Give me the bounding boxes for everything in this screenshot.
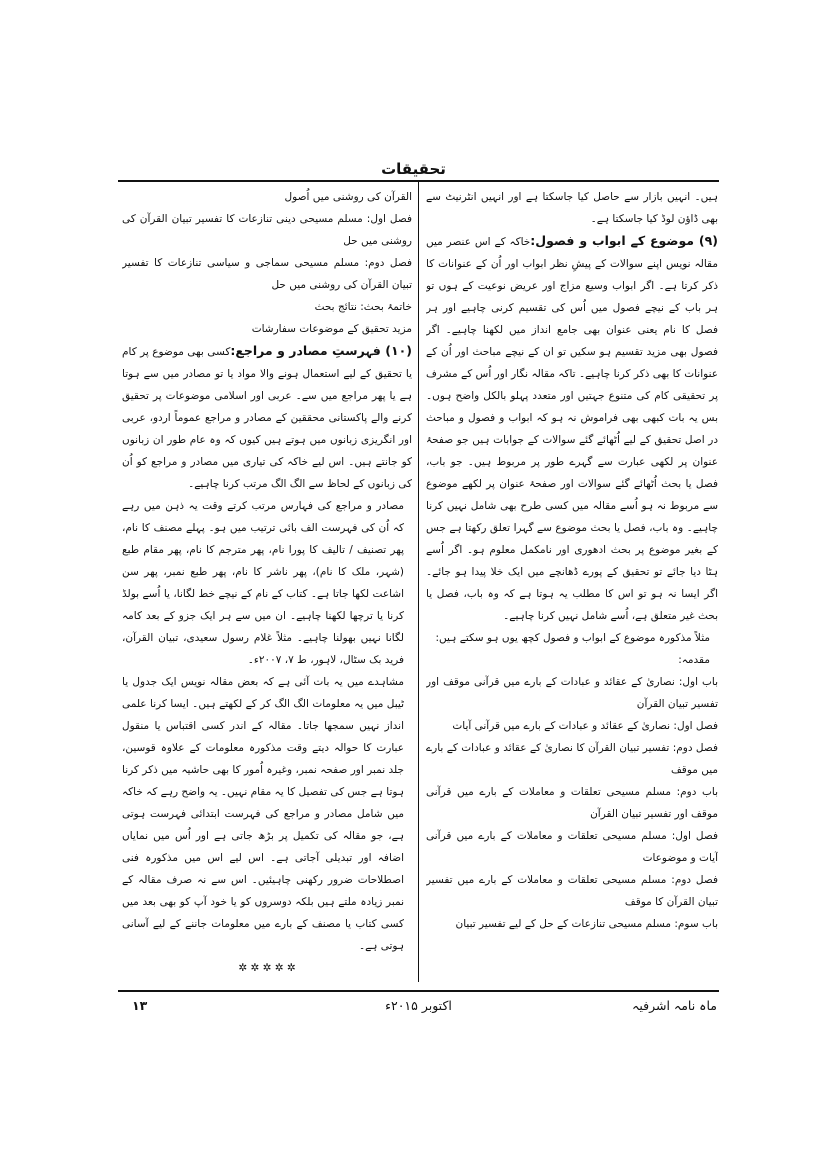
paragraph [122,495,412,671]
paragraph: باب اول: نصاریٰ کے عقائد و عبادات کے بارے میں قرآنی موقف اور تفسیر تبیان القرآن [426,676,718,710]
section-heading: (۹) موضوع کے ابواب و فصول: [530,233,718,248]
paragraph: فصل دوم: مسلم مسیحی تعلقات و معاملات کے بارے میں تفسیر تبیان القرآن کا موقف [426,874,718,908]
footer-rule [118,990,719,992]
page-footer [118,996,719,1018]
paragraph: خاتمۂ بحث: نتائج بحث [314,301,412,313]
paragraph [426,627,718,649]
paragraph [426,230,718,627]
paragraph-text: مقدمہ: [678,654,710,666]
paragraph-text: مثلاً مذکورہ موضوع کے ابواب و فصول کچھ یوں ہو سکتے ہیں: [435,632,710,644]
left-column [122,186,412,984]
column-divider [418,182,419,982]
section-heading: (۱۰) فہرستِ مصادر و مراجع: [230,343,412,358]
issue-date: اکتوبر ۲۰۱۵ء [385,998,452,1013]
paragraph: القرآن کی روشنی میں اُصول [284,191,412,203]
paragraph [122,957,412,979]
paragraph: فصل اول: مسلم مسیحی دینی تنازعات کا تفسیر تبیان القرآن کی روشنی میں حل [122,213,412,247]
paragraph-text: ✲ ✲ ✲ ✲ ✲ [238,962,296,974]
paragraph-text: خاکہ کے اس عنصر میں مقالہ نویس اپنے سوالات کے پیشِ نظر ابواب اور اُن کے عنوانات کا ذکر کرتا ہے۔ اگر ابواب وسیع مزاج اور عریض نوعیت کے ہوں تو ہر باب کے نیچے فصول میں اُس کی تقسیم کرنی چاہیے اور ہر فصل کا نام یعنی عنوان بھی جامع انداز میں لکھنا چاہیے۔ اگر فصول بھی مزید تقسیم ہو سکیں تو ان کے نیچے مباحث اور اُن کے عنوانات کا بھی ذکر کرنا چاہیے۔ تاکہ مقالہ نگار اور اُس کے مشرف پر تحقیقی کام کی متنوع جہتیں اور متعدد پہلو بالکل واضح ہوں۔ بس یہ بات کبھی بھی فراموش نہ ہو کہ ابواب و فصول و مباحث در اصل تحقیق کے لیے اُٹھائے گئے سوالات کے جوابات ہیں جو صفحۂ عنوان پر لکھی عبارت سے گہرے طور پر مربوط ہیں۔ جو باب، فصل یا بحث اُٹھائے گئے سوالات اور صفحۂ عنوان پر لکھے موضوع سے مربوط نہ ہو اُسے مقالہ میں کسی طرح بھی شامل نہیں کرنا چاہیے۔ وہ باب، فصل یا بحث موضوع سے گہرا تعلق رکھتا ہے جس کے بغیر موضوع پر بحث ادھوری اور نامکمل معلوم ہو۔ اگر اُسے ہٹا دیا جائے تو تحقیق کے پورے ڈھانچے میں ایک خلا پیدا ہو جائے۔ اگر ایسا نہ ہو تو اس کا مطلب یہ ہوتا ہے کہ وہ باب، فصل یا بحث غیر متعلق ہے، اُسے شامل نہیں کرنا چاہیے۔ [426,236,718,622]
paragraph [122,671,412,957]
magazine-name: ماہ نامہ اشرفیہ [632,998,717,1013]
right-column [426,186,718,984]
paragraph: فصل دوم: مسلم مسیحی سماجی و سیاسی تنازعات کا تفسیر تبیان القرآن کی روشنی میں حل [122,257,412,291]
paragraph: باب دوم: مسلم مسیحی تعلقات و معاملات کے بارے میں قرآنی موقف اور تفسیر تبیان القرآن [426,786,718,820]
paragraph-text: کسی بھی موضوع پر کام یا تحقیق کے لیے استعمال ہونے والا مواد یا تو مصادر میں سے ہوتا ہے یا پھر مراجع میں سے۔ عربی اور اسلامی موضوعات پر تحقیق کرنے والے پاکستانی محققین کے مصادر و مراجع عموماً اردو، عربی اور انگریزی زبانوں میں ہوتے ہیں کیوں کہ وہ عام طور ان زبانوں کو جانتے ہیں۔ اس لیے خاکہ کی تیاری میں مصادر و مراجع کو اُن کی زبانوں کے لحاظ سے الگ الگ مرتب کرنا چاہیے۔ [122,346,412,490]
paragraph [426,649,718,671]
paragraph: مزید تحقیق کے موضوعات سفارشات [251,323,412,335]
paragraph [122,340,412,495]
paragraph: ہیں۔ انہیں بازار سے حاصل کیا جاسکتا ہے اور انہیں انٹرنیٹ سے بھی ڈاؤن لوڈ کیا جاسکتا ہے۔ [426,191,718,225]
page-section-title: تحقیقات [381,160,446,178]
paragraph: فصل اول: نصاریٰ کے عقائد و عبادات کے بارے میں قرآنی آیات [452,720,718,732]
paragraph: فصل دوم: تفسیر تبیان القرآن کا نصاریٰ کے عقائد و عبادات کے بارے میں موقف [426,742,718,776]
page-number: ۱۳ [132,998,148,1013]
paragraph-text: مصادر و مراجع کی فہارس مرتب کرتے وقت یہ ذہن میں رہے کہ اُن کی فہرست الف بائی ترتیب میں ہو۔ پہلے مصنف کا نام، پھر تصنیف / تالیف کا پورا نام، پھر مترجم کا نام، پھر مقام طبع (شہر، ملک کا نام)، پھر ناشر کا نام، پھر طبع نمبر، پھر سن اشاعت لکھا جاتا ہے۔ کتاب کے نام کے نیچے خط لگانا، یا اُسے بولڈ کرنا یا ترچھا لکھنا چاہیے۔ ان میں سے ہر ایک جزو کے بعد کامہ لگانا نہیں بھولنا چاہیے۔ مثلاً غلام رسول سعیدی، تبیان القرآن، فرید بک سٹال، لاہور، ط ۷، ۲۰۰۷ء۔ [122,500,404,666]
paragraph-text: مشاہدے میں یہ بات آئی ہے کہ بعض مقالہ نویس ایک جدول یا ٹیبل میں یہ معلومات الگ الگ کر کے لکھتے ہیں۔ ایسا کرنا علمی انداز نہیں سمجھا جاتا۔ مقالہ کے اندر کسی اقتباس یا منقول عبارت کا حوالہ دیتے وقت مذکورہ معلومات کے علاوہ قوسین، جلد نمبر اور صفحہ نمبر، وغیرہ اُمور کا بھی حاشیہ میں ذکر کرنا ہوتا ہے جس کی تفصیل کا یہ مقام نہیں۔ یہ واضح رہے کہ خاکہ میں شامل مصادر و مراجع کی فہرست ابتدائی فہرست ہوتی ہے، جو مقالہ کی تکمیل پر بڑھ جاتی ہے اور اُس میں نمایاں اضافہ اور تبدیلی آجاتی ہے۔ اس لیے اس میں مذکورہ فنی اصطلاحات ضرور رکھنی چاہیئیں۔ اس سے نہ صرف مقالہ کے نمبر زیادہ ملتے ہیں بلکہ دوسروں کو یا خود آپ کو بھی بعد میں کسی کتاب یا مصنف کے بارے میں معلومات جاننے کے لیے آسانی ہوتی ہے۔ [122,676,404,952]
paragraph: باب سوم: مسلم مسیحی تنازعات کے حل کے لیے تفسیر تبیان [455,918,718,930]
paragraph: فصل اول: مسلم مسیحی تعلقات و معاملات کے بارے میں قرآنی آیات و موضوعات [426,830,718,864]
